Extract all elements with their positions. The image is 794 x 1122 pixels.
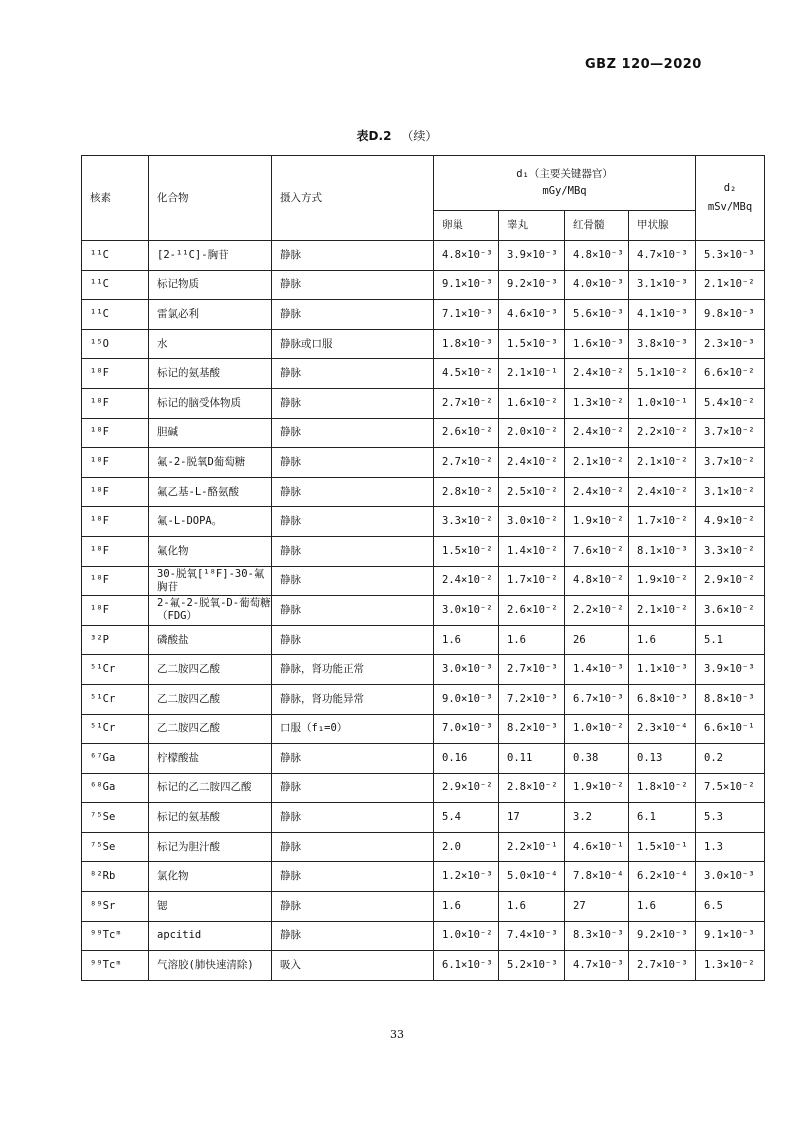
dose-group-label: d₁（主要关键器官） xyxy=(516,168,613,180)
cell-nuclide: ⁶⁷Ga xyxy=(82,744,149,774)
cell-thyroid: 2.2×10⁻² xyxy=(629,418,696,448)
cell-thyroid: 1.6 xyxy=(629,892,696,922)
cell-marrow: 2.4×10⁻² xyxy=(565,477,629,507)
cell-compound: 气溶胶(肺快速清除) xyxy=(149,951,272,981)
cell-marrow: 1.9×10⁻² xyxy=(565,507,629,537)
cell-intake: 静脉 xyxy=(272,388,434,418)
cell-marrow: 1.4×10⁻³ xyxy=(565,655,629,685)
cell-thyroid: 0.13 xyxy=(629,744,696,774)
table-continued: （续） xyxy=(401,129,438,143)
cell-ovary: 2.7×10⁻² xyxy=(434,448,499,478)
table-row xyxy=(82,744,765,774)
cell-compound: 磷酸盐 xyxy=(149,625,272,655)
cell-compound: 氟乙基-L-酪氨酸 xyxy=(149,477,272,507)
cell-ovary: 2.8×10⁻² xyxy=(434,477,499,507)
cell-effective: 3.7×10⁻² xyxy=(696,418,765,448)
col-header-marrow: 红骨髓 xyxy=(565,211,629,241)
cell-marrow: 4.7×10⁻³ xyxy=(565,951,629,981)
table-row xyxy=(82,300,765,330)
cell-testis: 5.0×10⁻⁴ xyxy=(499,862,565,892)
cell-compound: 胆碱 xyxy=(149,418,272,448)
cell-compound: 标记为胆汁酸 xyxy=(149,832,272,862)
cell-marrow: 26 xyxy=(565,625,629,655)
cell-effective: 2.9×10⁻² xyxy=(696,566,765,596)
cell-thyroid: 1.1×10⁻³ xyxy=(629,655,696,685)
cell-intake: 静脉 xyxy=(272,921,434,951)
cell-nuclide: ¹⁸F xyxy=(82,536,149,566)
cell-compound: 30-脱氧[¹⁸F]-30-氟胸苷 xyxy=(149,566,272,596)
cell-compound: 水 xyxy=(149,329,272,359)
cell-intake: 静脉 xyxy=(272,566,434,596)
cell-effective: 3.3×10⁻² xyxy=(696,536,765,566)
cell-thyroid: 2.3×10⁻⁴ xyxy=(629,714,696,744)
cell-effective: 3.6×10⁻² xyxy=(696,596,765,626)
cell-nuclide: ⁸²Rb xyxy=(82,862,149,892)
cell-effective: 3.1×10⁻² xyxy=(696,477,765,507)
cell-testis: 3.0×10⁻² xyxy=(499,507,565,537)
cell-nuclide: ¹⁸F xyxy=(82,418,149,448)
col-header-intake: 摄入方式 xyxy=(272,156,434,241)
effective-unit: mSv/MBq xyxy=(707,201,753,213)
cell-ovary: 6.1×10⁻³ xyxy=(434,951,499,981)
table-row xyxy=(82,507,765,537)
cell-testis: 8.2×10⁻³ xyxy=(499,714,565,744)
cell-marrow: 2.1×10⁻² xyxy=(565,448,629,478)
cell-effective: 3.7×10⁻² xyxy=(696,448,765,478)
cell-ovary: 1.0×10⁻² xyxy=(434,921,499,951)
cell-thyroid: 6.1 xyxy=(629,803,696,833)
cell-effective: 1.3×10⁻² xyxy=(696,951,765,981)
cell-ovary: 2.7×10⁻² xyxy=(434,388,499,418)
cell-intake: 静脉 xyxy=(272,536,434,566)
cell-marrow: 4.8×10⁻² xyxy=(565,566,629,596)
cell-intake: 静脉 xyxy=(272,241,434,271)
cell-marrow: 4.8×10⁻³ xyxy=(565,241,629,271)
cell-ovary: 2.6×10⁻² xyxy=(434,418,499,448)
cell-effective: 6.5 xyxy=(696,892,765,922)
cell-testis: 1.6×10⁻² xyxy=(499,388,565,418)
cell-thyroid: 3.8×10⁻³ xyxy=(629,329,696,359)
cell-marrow: 4.0×10⁻³ xyxy=(565,270,629,300)
cell-marrow: 27 xyxy=(565,892,629,922)
cell-intake: 静脉 xyxy=(272,892,434,922)
cell-effective: 7.5×10⁻² xyxy=(696,773,765,803)
cell-marrow: 2.4×10⁻² xyxy=(565,359,629,389)
cell-thyroid: 4.7×10⁻³ xyxy=(629,241,696,271)
cell-testis: 2.6×10⁻² xyxy=(499,596,565,626)
cell-compound: 雷氯必利 xyxy=(149,300,272,330)
table-label: 表D.2 xyxy=(356,129,392,143)
table-row xyxy=(82,892,765,922)
cell-testis: 1.4×10⁻² xyxy=(499,536,565,566)
cell-nuclide: ¹¹C xyxy=(82,300,149,330)
cell-testis: 1.7×10⁻² xyxy=(499,566,565,596)
cell-nuclide: ¹⁸F xyxy=(82,477,149,507)
cell-thyroid: 5.1×10⁻² xyxy=(629,359,696,389)
cell-compound: 柠檬酸盐 xyxy=(149,744,272,774)
table-row xyxy=(82,951,765,981)
cell-thyroid: 9.2×10⁻³ xyxy=(629,921,696,951)
cell-marrow: 4.6×10⁻¹ xyxy=(565,832,629,862)
cell-compound: 氟-2-脱氧D葡萄糖 xyxy=(149,448,272,478)
cell-compound: 标记的乙二胺四乙酸 xyxy=(149,773,272,803)
cell-effective: 3.9×10⁻³ xyxy=(696,655,765,685)
cell-compound: 标记物质 xyxy=(149,270,272,300)
cell-effective: 2.1×10⁻² xyxy=(696,270,765,300)
cell-testis: 4.6×10⁻³ xyxy=(499,300,565,330)
cell-thyroid: 1.6 xyxy=(629,625,696,655)
table-row xyxy=(82,566,765,596)
cell-effective: 5.3 xyxy=(696,803,765,833)
cell-thyroid: 1.7×10⁻² xyxy=(629,507,696,537)
table-row xyxy=(82,773,765,803)
cell-testis: 2.5×10⁻² xyxy=(499,477,565,507)
cell-effective: 8.8×10⁻³ xyxy=(696,684,765,714)
cell-nuclide: ⁵¹Cr xyxy=(82,714,149,744)
cell-intake: 静脉 xyxy=(272,448,434,478)
cell-intake: 静脉 xyxy=(272,832,434,862)
dose-group-unit: mGy/MBq xyxy=(542,185,587,197)
cell-nuclide: ⁶⁸Ga xyxy=(82,773,149,803)
cell-nuclide: ¹⁸F xyxy=(82,507,149,537)
cell-nuclide: ⁵¹Cr xyxy=(82,684,149,714)
table-row xyxy=(82,477,765,507)
cell-testis: 5.2×10⁻³ xyxy=(499,951,565,981)
cell-thyroid: 2.7×10⁻³ xyxy=(629,951,696,981)
cell-marrow: 2.2×10⁻² xyxy=(565,596,629,626)
table-row xyxy=(82,655,765,685)
cell-nuclide: ⁷⁵Se xyxy=(82,832,149,862)
cell-ovary: 4.5×10⁻² xyxy=(434,359,499,389)
cell-thyroid: 2.4×10⁻² xyxy=(629,477,696,507)
cell-thyroid: 8.1×10⁻³ xyxy=(629,536,696,566)
cell-nuclide: ⁷⁵Se xyxy=(82,803,149,833)
cell-compound: 标记的氨基酸 xyxy=(149,359,272,389)
cell-marrow: 0.38 xyxy=(565,744,629,774)
cell-marrow: 8.3×10⁻³ xyxy=(565,921,629,951)
cell-compound: 乙二胺四乙酸 xyxy=(149,655,272,685)
cell-compound: 氯化物 xyxy=(149,862,272,892)
cell-thyroid: 2.1×10⁻² xyxy=(629,596,696,626)
cell-testis: 1.6 xyxy=(499,625,565,655)
cell-ovary: 2.4×10⁻² xyxy=(434,566,499,596)
cell-intake: 静脉 xyxy=(272,270,434,300)
cell-nuclide: ⁸⁹Sr xyxy=(82,892,149,922)
cell-thyroid: 4.1×10⁻³ xyxy=(629,300,696,330)
cell-nuclide: ⁹⁹Tcᵐ xyxy=(82,921,149,951)
cell-testis: 3.9×10⁻³ xyxy=(499,241,565,271)
cell-marrow: 3.2 xyxy=(565,803,629,833)
cell-testis: 0.11 xyxy=(499,744,565,774)
cell-effective: 3.0×10⁻³ xyxy=(696,862,765,892)
cell-testis: 2.2×10⁻¹ xyxy=(499,832,565,862)
cell-testis: 1.6 xyxy=(499,892,565,922)
cell-intake: 吸入 xyxy=(272,951,434,981)
cell-ovary: 2.0 xyxy=(434,832,499,862)
cell-effective: 6.6×10⁻² xyxy=(696,359,765,389)
table-row xyxy=(82,418,765,448)
cell-testis: 17 xyxy=(499,803,565,833)
cell-thyroid: 1.0×10⁻¹ xyxy=(629,388,696,418)
cell-intake: 静脉，肾功能正常 xyxy=(272,655,434,685)
cell-effective: 9.1×10⁻³ xyxy=(696,921,765,951)
table-row xyxy=(82,714,765,744)
col-header-dose-group xyxy=(434,156,696,211)
cell-nuclide: ¹⁸F xyxy=(82,566,149,596)
table-row xyxy=(82,625,765,655)
cell-ovary: 1.6 xyxy=(434,892,499,922)
cell-ovary: 1.8×10⁻³ xyxy=(434,329,499,359)
cell-ovary: 4.8×10⁻³ xyxy=(434,241,499,271)
table-row xyxy=(82,241,765,271)
cell-intake: 静脉 xyxy=(272,803,434,833)
cell-compound: 标记的氨基酸 xyxy=(149,803,272,833)
cell-compound: 乙二胺四乙酸 xyxy=(149,684,272,714)
cell-ovary: 2.9×10⁻² xyxy=(434,773,499,803)
cell-thyroid: 1.9×10⁻² xyxy=(629,566,696,596)
cell-testis: 2.1×10⁻¹ xyxy=(499,359,565,389)
effective-label: d₂ xyxy=(723,182,737,194)
page-number: 33 xyxy=(390,1028,404,1041)
cell-nuclide: ⁹⁹Tcᵐ xyxy=(82,951,149,981)
cell-nuclide: ¹⁸F xyxy=(82,388,149,418)
cell-compound: 锶 xyxy=(149,892,272,922)
cell-effective: 1.3 xyxy=(696,832,765,862)
cell-ovary: 1.2×10⁻³ xyxy=(434,862,499,892)
cell-testis: 2.4×10⁻² xyxy=(499,448,565,478)
cell-thyroid: 6.2×10⁻⁴ xyxy=(629,862,696,892)
cell-intake: 静脉 xyxy=(272,359,434,389)
cell-intake: 静脉 xyxy=(272,596,434,626)
table-row xyxy=(82,536,765,566)
cell-effective: 4.9×10⁻² xyxy=(696,507,765,537)
cell-effective: 6.6×10⁻¹ xyxy=(696,714,765,744)
cell-compound: [2-¹¹C]-胸苷 xyxy=(149,241,272,271)
table-row xyxy=(82,862,765,892)
cell-ovary: 3.0×10⁻² xyxy=(434,596,499,626)
cell-nuclide: ¹⁸F xyxy=(82,448,149,478)
cell-ovary: 7.1×10⁻³ xyxy=(434,300,499,330)
cell-testis: 7.4×10⁻³ xyxy=(499,921,565,951)
cell-thyroid: 3.1×10⁻³ xyxy=(629,270,696,300)
cell-intake: 静脉 xyxy=(272,477,434,507)
cell-intake: 静脉 xyxy=(272,625,434,655)
cell-nuclide: ¹¹C xyxy=(82,270,149,300)
cell-marrow: 6.7×10⁻³ xyxy=(565,684,629,714)
cell-ovary: 3.3×10⁻² xyxy=(434,507,499,537)
cell-compound: 乙二胺四乙酸 xyxy=(149,714,272,744)
cell-intake: 静脉，肾功能异常 xyxy=(272,684,434,714)
cell-marrow: 1.3×10⁻² xyxy=(565,388,629,418)
cell-marrow: 1.9×10⁻² xyxy=(565,773,629,803)
col-header-ovary: 卵巢 xyxy=(434,211,499,241)
cell-effective: 5.1 xyxy=(696,625,765,655)
cell-effective: 2.3×10⁻³ xyxy=(696,329,765,359)
cell-testis: 2.7×10⁻³ xyxy=(499,655,565,685)
cell-marrow: 7.8×10⁻⁴ xyxy=(565,862,629,892)
cell-intake: 静脉 xyxy=(272,507,434,537)
cell-intake: 静脉或口服 xyxy=(272,329,434,359)
cell-ovary: 1.5×10⁻² xyxy=(434,536,499,566)
cell-compound: apcitid xyxy=(149,921,272,951)
cell-testis: 1.5×10⁻³ xyxy=(499,329,565,359)
cell-ovary: 9.0×10⁻³ xyxy=(434,684,499,714)
col-header-testis: 睾丸 xyxy=(499,211,565,241)
cell-effective: 5.4×10⁻² xyxy=(696,388,765,418)
cell-compound: 标记的脑受体物质 xyxy=(149,388,272,418)
cell-nuclide: ¹¹C xyxy=(82,241,149,271)
table-row xyxy=(82,270,765,300)
col-header-thyroid: 甲状腺 xyxy=(629,211,696,241)
cell-testis: 7.2×10⁻³ xyxy=(499,684,565,714)
cell-marrow: 5.6×10⁻³ xyxy=(565,300,629,330)
table-row xyxy=(82,596,765,626)
cell-marrow: 7.6×10⁻² xyxy=(565,536,629,566)
cell-ovary: 3.0×10⁻³ xyxy=(434,655,499,685)
cell-intake: 静脉 xyxy=(272,744,434,774)
cell-intake: 静脉 xyxy=(272,862,434,892)
table-row xyxy=(82,832,765,862)
col-header-nuclide: 核素 xyxy=(82,156,149,241)
cell-ovary: 7.0×10⁻³ xyxy=(434,714,499,744)
cell-compound: 2-氟-2-脱氧-D-葡萄糖（FDG） xyxy=(149,596,272,626)
table-row xyxy=(82,684,765,714)
cell-nuclide: ¹⁸F xyxy=(82,596,149,626)
table-row xyxy=(82,803,765,833)
col-header-effective xyxy=(696,156,765,241)
table-row xyxy=(82,388,765,418)
cell-effective: 0.2 xyxy=(696,744,765,774)
cell-compound: 氟化物 xyxy=(149,536,272,566)
cell-thyroid: 2.1×10⁻² xyxy=(629,448,696,478)
cell-compound: 氟-L-DOPA。 xyxy=(149,507,272,537)
cell-marrow: 2.4×10⁻² xyxy=(565,418,629,448)
table-row xyxy=(82,329,765,359)
cell-intake: 静脉 xyxy=(272,418,434,448)
cell-thyroid: 6.8×10⁻³ xyxy=(629,684,696,714)
table-row xyxy=(82,448,765,478)
cell-ovary: 0.16 xyxy=(434,744,499,774)
cell-effective: 9.8×10⁻³ xyxy=(696,300,765,330)
cell-testis: 9.2×10⁻³ xyxy=(499,270,565,300)
dose-table xyxy=(81,155,765,981)
cell-marrow: 1.0×10⁻² xyxy=(565,714,629,744)
table-row xyxy=(82,921,765,951)
cell-thyroid: 1.8×10⁻² xyxy=(629,773,696,803)
cell-effective: 5.3×10⁻³ xyxy=(696,241,765,271)
table-title xyxy=(0,127,794,144)
cell-ovary: 1.6 xyxy=(434,625,499,655)
cell-ovary: 5.4 xyxy=(434,803,499,833)
cell-intake: 口服（f₁=0） xyxy=(272,714,434,744)
cell-thyroid: 1.5×10⁻¹ xyxy=(629,832,696,862)
cell-nuclide: ¹⁸F xyxy=(82,359,149,389)
cell-intake: 静脉 xyxy=(272,773,434,803)
cell-nuclide: ⁵¹Cr xyxy=(82,655,149,685)
cell-intake: 静脉 xyxy=(272,300,434,330)
cell-nuclide: ³²P xyxy=(82,625,149,655)
cell-marrow: 1.6×10⁻³ xyxy=(565,329,629,359)
table-row xyxy=(82,359,765,389)
col-header-compound: 化合物 xyxy=(149,156,272,241)
cell-testis: 2.8×10⁻² xyxy=(499,773,565,803)
cell-testis: 2.0×10⁻² xyxy=(499,418,565,448)
cell-nuclide: ¹⁵O xyxy=(82,329,149,359)
standard-number: GBZ 120—2020 xyxy=(585,57,702,72)
cell-ovary: 9.1×10⁻³ xyxy=(434,270,499,300)
